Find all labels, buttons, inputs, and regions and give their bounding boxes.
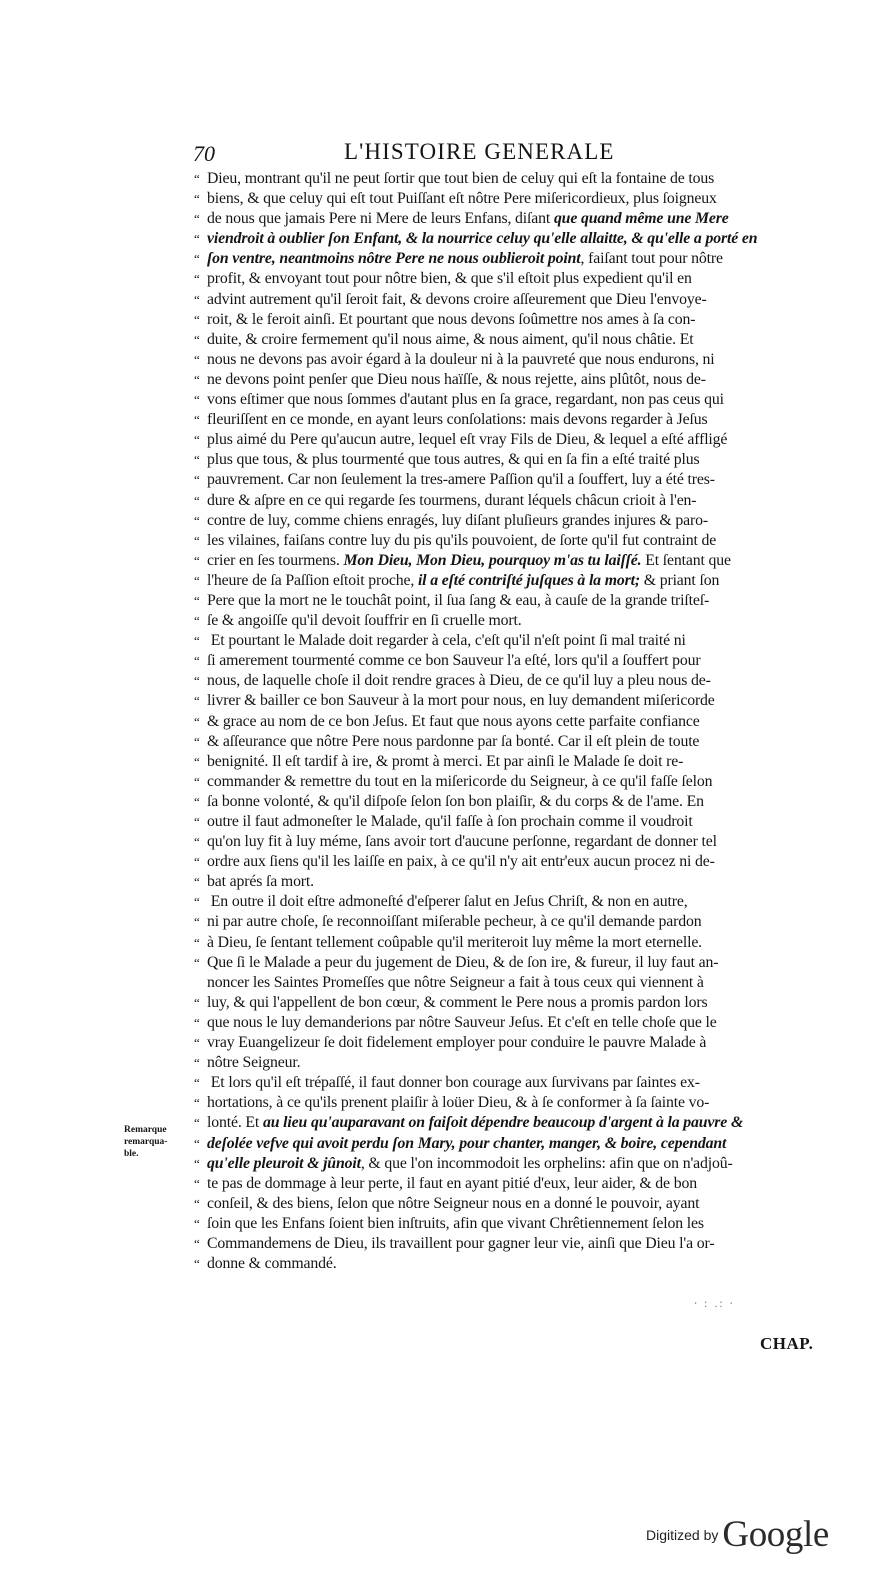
text-run: livrer & bailler ce bon Sauveur à la mort pour nous, en luy demandent miſericorde	[207, 692, 715, 710]
text-run: lonté. Et	[207, 1114, 263, 1132]
quotation-mark: “	[194, 814, 200, 829]
text-line	[194, 671, 840, 691]
quotation-mark: “	[194, 1035, 200, 1051]
text-line	[194, 1134, 840, 1154]
text-line	[194, 912, 840, 932]
quotation-mark: “	[194, 592, 200, 608]
text-line	[194, 511, 840, 531]
text-line	[194, 290, 840, 310]
quotation-mark: “	[194, 613, 200, 629]
quotation-mark: “	[194, 673, 200, 689]
text-line	[194, 1093, 840, 1113]
quotation-mark: “	[194, 1235, 200, 1251]
text-line	[194, 229, 840, 249]
text-line	[194, 189, 840, 209]
text-run: nous, de laquelle choſe il doit rendre graces à Dieu, de ce qu'il luy a pleu nous de-	[207, 672, 711, 690]
text-run: plus que tous, & plus tourmenté que tous autres, & qui en ſa fin a eſté traité plus	[207, 451, 700, 469]
text-run: conſeil, & des biens, ſelon que nôtre Seigneur nous en a donné le pouvoir, ayant	[207, 1194, 700, 1212]
quotation-mark: “	[194, 713, 200, 729]
text-run: te pas de dommage à leur perte, il faut en ayant pitié d'eux, leur aider, & de bon	[207, 1174, 697, 1192]
running-head: L'HISTOIRE GENERALE	[344, 139, 615, 164]
italic-text-run: deſolée vefve qui avoit perdu ſon Mary, pour chanter, manger, & boire, cependant	[207, 1134, 727, 1152]
quotation-mark: “	[194, 1256, 200, 1272]
text-line	[194, 1053, 840, 1073]
italic-text-run: il a eſté contriſté juſques à la mort;	[417, 571, 640, 589]
text-line	[194, 330, 840, 350]
text-line	[194, 269, 840, 289]
text-line	[194, 491, 840, 511]
text-line	[194, 832, 840, 852]
text-line	[194, 430, 840, 450]
text-run: ſi amerement tourmenté comme ce bon Sauveur l'a eſté, lors qu'il a ſouffert pour	[207, 652, 701, 670]
margin-note	[124, 1124, 184, 1160]
text-run: bat aprés ſa mort.	[207, 873, 314, 891]
text-line	[194, 370, 840, 390]
text-line	[194, 852, 840, 872]
catchword: CHAP.	[760, 1334, 814, 1353]
text-run: crier en ſes tourmens.	[207, 551, 344, 569]
text-run: outre il faut admoneſter le Malade, qu'il faſſe à ſon prochain comme il voudroit	[207, 813, 693, 830]
text-run: contre de luy, comme chiens enragés, luy diſant pluſieurs grandes injures & paro-	[207, 511, 708, 529]
text-run: l'heure de ſa Paſſion eſtoit proche,	[207, 571, 418, 589]
text-run: & priant ſon	[639, 571, 720, 589]
quotation-mark: “	[194, 512, 200, 528]
quotation-mark: “	[194, 633, 200, 649]
text-line	[194, 651, 840, 671]
quotation-mark: “	[194, 874, 200, 890]
italic-text-run: que quand même une Mere	[553, 210, 729, 228]
quotation-mark: “	[194, 753, 200, 769]
text-run: Dieu, montrant qu'il ne peut ſortir que tout bien de celuy qui eſt la fontaine de tous	[207, 170, 715, 187]
italic-text-run: ſon ventre, neantmoins nôtre Pere ne nous oublieroit point	[207, 250, 581, 268]
text-line	[194, 691, 840, 711]
quotation-mark: “	[194, 291, 200, 307]
text-run: Et pourtant le Malade doit regarder à cela, c'eſt qu'il n'eſt point ſi mal traité ni	[207, 632, 686, 650]
quotation-mark: “	[194, 171, 200, 186]
quotation-mark: “	[194, 552, 200, 568]
quotation-mark: “	[194, 472, 200, 488]
faint-stain-marks: ∙ : .: ∙	[694, 1296, 735, 1310]
text-line	[194, 1113, 840, 1133]
quotation-mark: “	[194, 1155, 200, 1171]
text-line	[194, 752, 840, 772]
text-run: fleuriſſent en ce monde, en ayant leurs conſolations: mais devons regarder à Jeſus	[207, 411, 708, 429]
quotation-mark: “	[194, 251, 200, 267]
text-line	[194, 1254, 840, 1274]
text-run: noncer les Saintes Promeſſes que nôtre Seigneur a fait à tous ceux qui viennent à	[207, 973, 704, 991]
quotation-mark: “	[194, 271, 200, 287]
text-run: profit, & envoyant tout pour nôtre bien, & que s'il eſtoit plus expedient qu'il en	[207, 270, 692, 288]
page-number: 70	[193, 141, 215, 166]
quotation-mark: “	[194, 934, 200, 950]
text-run: ni par autre choſe, ſe reconnoiſſant miſerable pecheur, à ce qu'il demande pardon	[207, 913, 702, 931]
quotation-mark: “	[194, 1135, 200, 1151]
text-line	[194, 310, 840, 330]
text-line	[194, 611, 840, 631]
text-run: & grace au nom de ce bon Jeſus. Et faut que nous ayons cette parfaite confiance	[207, 712, 700, 730]
text-line	[194, 973, 840, 993]
text-line	[194, 450, 840, 470]
text-line	[194, 993, 840, 1013]
text-run: dure & aſpre en ce qui regarde ſes tourmens, durant léquels châcun crioit à l'en-	[207, 491, 697, 509]
text-line	[194, 169, 840, 189]
text-run: Commandemens de Dieu, ils travaillent pour gagner leur vie, ainſi que Dieu l'a or-	[207, 1234, 715, 1252]
text-run: nôtre Seigneur.	[207, 1054, 301, 1072]
text-run: hortations, à ce qu'ils prenent plaiſir à loüer Dieu, & à ſe conformer à ſa ſainte vo-	[207, 1094, 710, 1112]
text-run: Et ſentant que	[641, 551, 731, 569]
text-line	[194, 1073, 840, 1093]
text-line	[194, 933, 840, 953]
quotation-mark: “	[194, 392, 200, 408]
quotation-mark: “	[194, 311, 200, 327]
text-line	[194, 631, 840, 651]
text-line	[194, 1033, 840, 1053]
margin-note-line: Remarque	[124, 1125, 167, 1135]
text-run: Pere que la mort ne le touchât point, il ſua ſang & eau, à cauſe de la grande triſteſ-	[207, 591, 710, 609]
quotation-mark: “	[194, 994, 200, 1010]
quotation-mark: “	[194, 693, 200, 709]
text-line	[194, 1174, 840, 1194]
text-run: que nous le luy demanderions par nôtre Sauveur Jeſus. Et c'eſt en telle choſe que le	[207, 1013, 717, 1031]
text-run: duite, & croire fermement qu'il nous aime, & nous aiment, qu'il nous châtie. Et	[207, 330, 694, 348]
quotation-mark: “	[194, 1095, 200, 1111]
text-line	[194, 350, 840, 370]
body-text	[194, 169, 840, 1274]
text-line	[194, 872, 840, 892]
quotation-mark: “	[194, 452, 200, 468]
quotation-mark: “	[194, 331, 200, 347]
italic-text-run: Mon Dieu, Mon Dieu, pourquoy m'as tu laiſſé.	[343, 551, 642, 569]
quotation-mark: “	[194, 211, 200, 227]
margin-note-line: remarqua-	[124, 1137, 168, 1147]
text-run: les vilaines, faiſans contre luy du pis qu'ils pouvoient, de ſorte qu'il fut contraint de	[207, 531, 717, 549]
quotation-mark: “	[194, 371, 200, 387]
quotation-mark: “	[194, 191, 200, 207]
quotation-mark: “	[194, 1055, 200, 1071]
text-line	[194, 390, 840, 410]
quotation-mark: “	[194, 834, 200, 850]
text-run: nous ne devons pas avoir égard à la douleur ni à la pauvreté que nous endurons, ni	[207, 350, 715, 368]
quotation-mark: “	[194, 1115, 200, 1131]
text-line	[194, 892, 840, 912]
quotation-mark: “	[194, 1215, 200, 1231]
quotation-mark: “	[194, 954, 200, 970]
text-line	[194, 953, 840, 973]
text-run: de nous que jamais Pere ni Mere de leurs Enfans, diſant	[207, 210, 554, 228]
quotation-mark: “	[194, 914, 200, 930]
quotation-mark: “	[194, 1195, 200, 1211]
text-run: commander & remettre du tout en la miſericorde du Seigneur, à ce qu'il faſſe ſelon	[207, 772, 713, 790]
text-line	[194, 1154, 840, 1174]
text-line	[194, 1234, 840, 1254]
text-line	[194, 571, 840, 591]
text-run: à Dieu, ſe ſentant tellement coûpable qu'il meriteroit luy même la mort eternelle.	[207, 933, 702, 951]
text-run: donne & commandé.	[207, 1255, 337, 1273]
digitized-by-label: Digitized by	[646, 1527, 719, 1543]
text-run: Et lors qu'il eſt trépaſſé, il faut donner bon courage aux ſurvivans par ſaintes ex-	[207, 1074, 700, 1092]
quotation-mark: “	[194, 432, 200, 448]
text-run: ſoin que les Enfans ſoient bien inſtruits, afin que vivant Chrêtiennement ſelon les	[207, 1214, 704, 1232]
quotation-mark: “	[194, 894, 200, 910]
text-line	[194, 531, 840, 551]
text-line	[194, 410, 840, 430]
text-run: advint autrement qu'il ſeroit fait, & devons croire aſſeurement que Dieu l'envoye-	[207, 290, 707, 308]
text-run: ſe & angoiſſe qu'il devoit ſouffrir en ſi cruelle mort.	[207, 612, 522, 630]
text-line	[194, 772, 840, 792]
text-run: roit, & le feroit ainſi. Et pourtant que nous devons ſoûmettre nos ames à ſa con-	[207, 310, 696, 328]
text-line	[194, 812, 840, 832]
text-run: ſa bonne volonté, & qu'il diſpoſe ſelon ſon bon plaiſir, & du corps & de l'ame. En	[207, 792, 704, 810]
italic-text-run: qu'elle pleuroit & jûnoit	[207, 1154, 361, 1172]
google-logo: Google	[722, 1514, 829, 1555]
quotation-mark: “	[194, 1175, 200, 1191]
text-run: vons eſtimer que nous ſommes d'autant plus en ſa grace, regardant, non pas ceus qui	[207, 391, 724, 409]
quotation-mark: “	[194, 793, 200, 809]
text-line	[194, 792, 840, 812]
quotation-mark: “	[194, 532, 200, 548]
quotation-mark: “	[194, 733, 200, 749]
text-line	[194, 1013, 840, 1033]
text-run: biens, & que celuy qui eſt tout Puiſſant eſt nôtre Pere miſericordieux, plus ſoigneux	[207, 190, 717, 208]
text-run: benignité. Il eſt tardif à ire, & promt à merci. Et par ainſi le Malade ſe doit re-	[207, 752, 684, 770]
text-line	[194, 551, 840, 571]
text-line	[194, 1194, 840, 1214]
quotation-mark: “	[194, 854, 200, 870]
text-run: En outre il doit eſtre admoneſté d'eſperer ſalut en Jeſus Chriſt, & non en autre,	[207, 893, 688, 911]
italic-text-run: viendroit à oublier ſon Enfant, & la nourrice celuy qu'elle allaitte, & qu'elle a porté en	[207, 230, 758, 248]
text-run: qu'on luy fit à luy méme, ſans avoir tort d'aucune perſonne, regardant de donner tel	[207, 833, 717, 851]
text-line	[194, 712, 840, 732]
margin-note-line: ble.	[124, 1149, 139, 1159]
text-line	[194, 732, 840, 752]
quotation-mark: “	[194, 1075, 200, 1091]
quotation-mark: “	[194, 492, 200, 508]
text-line	[194, 249, 840, 269]
quotation-mark: “	[194, 572, 200, 588]
text-run: ordre aux ſiens qu'il les laiſſe en paix, à ce qu'il n'y ait entr'eux aucun procez ni de-	[207, 853, 715, 871]
text-run: , & que l'on incommodoit les orphelins: afin que on n'adjoû-	[360, 1154, 733, 1172]
text-run: pauvrement. Car non ſeulement la tres-amere Paſſion qu'il a ſouffert, luy a été tres-	[207, 471, 715, 489]
text-run: vray Euangelizeur ſe doit fidelement employer pour conduire le pauvre Malade à	[207, 1034, 707, 1052]
italic-text-run: au lieu qu'auparavant on faiſoit dépendre beaucoup d'argent à la pauvre &	[262, 1114, 744, 1132]
text-line	[194, 1214, 840, 1234]
quotation-mark: “	[194, 231, 200, 247]
text-run: Que ſi le Malade a peur du jugement de Dieu, & de ſon ire, & fureur, il luy faut an-	[207, 953, 719, 971]
google-watermark	[646, 1513, 829, 1556]
text-run: & aſſeurance que nôtre Pere nous pardonne par ſa bonté. Car il eſt plein de toute	[207, 732, 700, 750]
quotation-mark: “	[194, 351, 200, 367]
text-line	[194, 470, 840, 490]
text-run: plus aimé du Pere qu'aucun autre, lequel eſt vray Fils de Dieu, & lequel a eſté affligé	[207, 431, 728, 449]
text-run: , faiſant tout pour nôtre	[580, 250, 723, 268]
quotation-mark: “	[194, 653, 200, 669]
quotation-mark: “	[194, 412, 200, 428]
text-line	[194, 591, 840, 611]
text-run: luy, & qui l'appellent de bon cœur, & comment le Pere nous a promis pardon lors	[207, 993, 708, 1011]
text-line	[194, 209, 840, 229]
text-run: ne devons point penſer que Dieu nous haïſſe, & nous rejette, ains plûtôt, nous de-	[207, 370, 706, 388]
quotation-mark: “	[194, 773, 200, 789]
quotation-mark: “	[194, 1014, 200, 1030]
